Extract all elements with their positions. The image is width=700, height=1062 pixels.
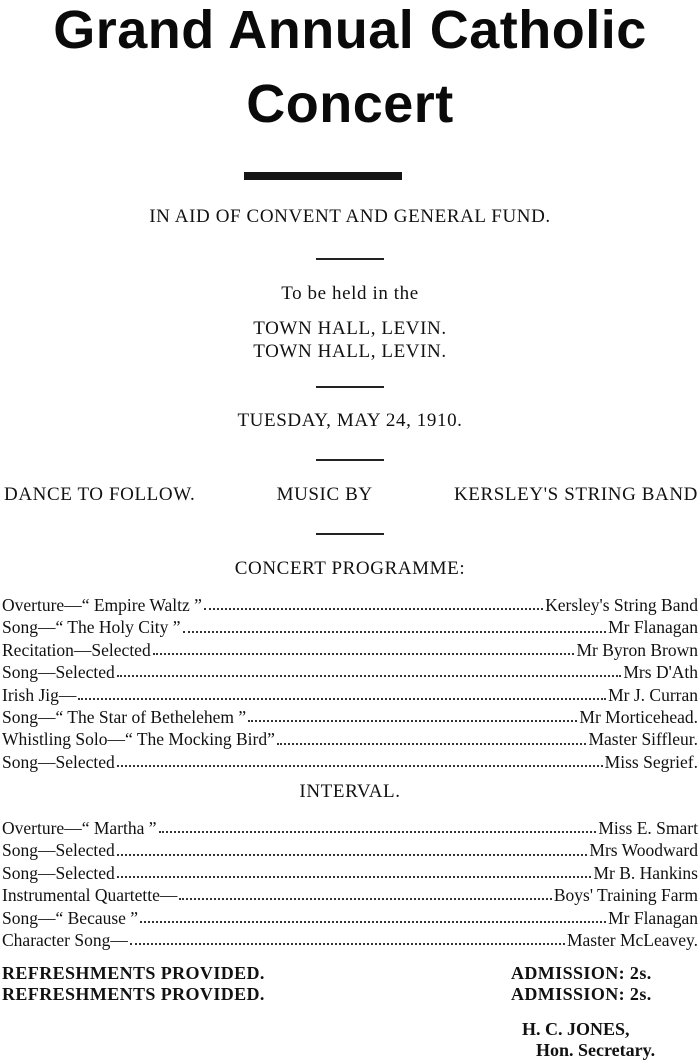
programme-item: Overture—“ Martha ”	[2, 818, 157, 838]
dot-leader	[248, 720, 577, 722]
programme-performer: Mr J. Curran	[608, 684, 698, 705]
programme-performer: Master McLeavey.	[566, 929, 698, 950]
programme-performer: Mr B. Hankins	[593, 862, 698, 883]
programme-performer: Mr Flanagan	[608, 617, 698, 638]
programme-part-2	[2, 817, 698, 951]
short-divider-2	[316, 386, 384, 388]
refreshments-line-1: REFRESHMENTS PROVIDED.	[2, 963, 265, 983]
programme-performer: Miss E. Smart	[598, 818, 698, 838]
dot-leader	[117, 765, 603, 767]
dot-leader	[183, 631, 607, 633]
programme-row	[2, 817, 698, 839]
programme-item: Song—Selected	[2, 862, 115, 883]
dot-leader	[277, 743, 587, 745]
venue-line-2: TOWN HALL, LEVIN.	[253, 341, 447, 362]
programme-heading: CONCERT PROGRAMME:	[234, 558, 466, 579]
programme-row	[2, 706, 698, 728]
programme-item: Character Song—	[2, 929, 128, 950]
programme-row	[2, 661, 698, 683]
programme-performer: Mr Morticehead.	[579, 706, 698, 727]
programme-performer: Kersley's String Band	[545, 595, 698, 615]
programme-performer: Mr Byron Brown	[576, 639, 698, 660]
short-divider-1	[316, 258, 384, 260]
programme-row	[2, 639, 698, 661]
dot-leader	[78, 698, 606, 700]
interval-heading: INTERVAL.	[299, 781, 401, 802]
programme-item: Song—“ The Holy City ”	[2, 617, 181, 638]
programme-performer: Mrs Woodward	[589, 840, 698, 861]
programme-row	[2, 884, 698, 906]
music-by-text: MUSIC BY	[276, 484, 373, 505]
dot-leader	[140, 921, 606, 923]
event-date: TUESDAY, MAY 24, 1910.	[237, 410, 463, 431]
programme-performer: Master Siffleur.	[588, 729, 698, 750]
admission-line-1: ADMISSION: 2s.	[511, 963, 652, 983]
programme-item: Song—“ Because ”	[2, 907, 139, 928]
programme-performer: Boys' Training Farm	[553, 885, 698, 906]
programme-row	[2, 594, 698, 616]
programme-row	[2, 862, 698, 884]
programme-item: Song—Selected	[2, 662, 115, 683]
programme-item: Irish Jig—	[2, 684, 77, 705]
signatory-role: Hon. Secretary.	[536, 1040, 656, 1060]
dot-leader	[159, 831, 597, 833]
programme-row	[2, 839, 698, 861]
short-divider-4	[316, 533, 384, 535]
venue-line-1: TOWN HALL, LEVIN.	[253, 318, 447, 339]
short-divider-3	[316, 459, 384, 461]
dance-announcement	[4, 484, 698, 506]
programme-item: Whistling Solo—“ The Mocking Bird”	[2, 729, 275, 750]
heavy-divider	[244, 172, 402, 180]
admission-line-2: ADMISSION: 2s.	[511, 984, 652, 1004]
programme-item: Song—“ The Star of Bethelehem ”	[2, 706, 247, 727]
programme-item: Song—Selected	[2, 840, 115, 861]
dot-leader	[153, 653, 575, 655]
dot-leader	[117, 675, 622, 677]
programme-item: Song—Selected	[2, 751, 115, 772]
refreshments-line-2: REFRESHMENTS PROVIDED.	[2, 984, 265, 1004]
signatory-name: H. C. JONES,	[522, 1019, 630, 1039]
purpose-line: IN AID OF CONVENT AND GENERAL FUND.	[149, 206, 551, 227]
headline-line-2: Concert	[246, 74, 454, 134]
programme-row	[2, 616, 698, 638]
programme-row	[2, 684, 698, 706]
dot-leader	[130, 943, 565, 945]
programme-performer: Mr Flanagan	[608, 907, 698, 928]
dance-text: DANCE TO FOLLOW.	[4, 484, 196, 505]
programme-row	[2, 728, 698, 750]
programme-row	[2, 751, 698, 773]
programme-item: Recitation—Selected	[2, 639, 151, 660]
venue-intro: To be held in the	[281, 283, 419, 304]
dot-leader	[204, 608, 543, 610]
programme-item: Instrumental Quartette—	[2, 885, 178, 906]
programme-performer: Miss Segrief.	[604, 751, 698, 772]
programme-performer: Mrs D'Ath	[623, 662, 698, 683]
dot-leader	[179, 898, 551, 900]
headline-line-1: Grand Annual Catholic	[53, 0, 647, 60]
programme-item: Overture—“ Empire Waltz ”	[2, 595, 202, 615]
programme-row	[2, 929, 698, 951]
band-text: KERSLEY'S STRING BAND	[453, 484, 698, 505]
programme-row	[2, 907, 698, 929]
programme-part-1	[2, 594, 698, 773]
dot-leader	[117, 876, 592, 878]
dot-leader	[117, 854, 588, 856]
